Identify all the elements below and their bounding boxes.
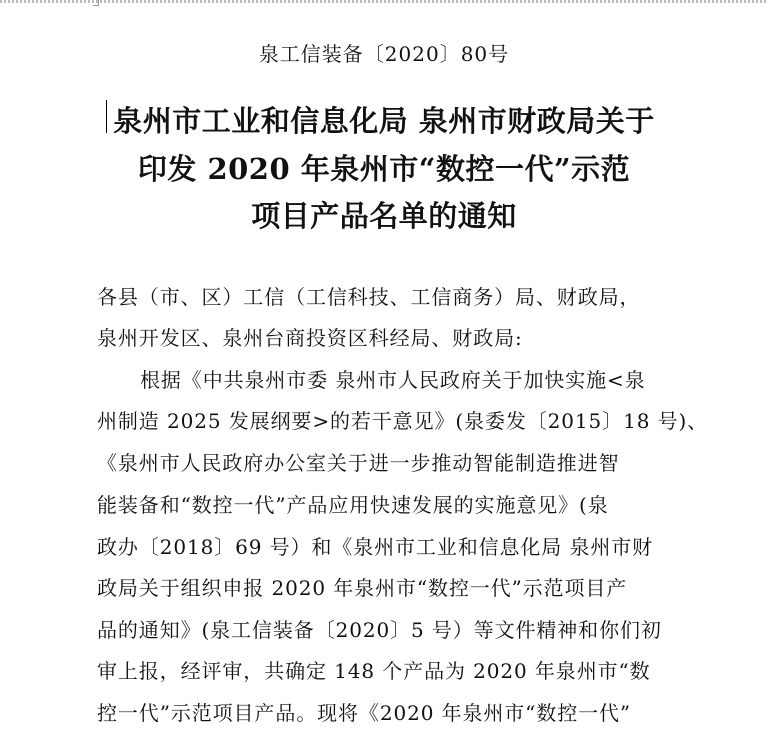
body-line-9: 品的通知》(泉工信装备〔2020〕5 号）等文件精神和你们初 (97, 618, 662, 642)
page-top-border (0, 0, 768, 3)
body-line-2: 泉州开发区、泉州台商投资区科经局、财政局: (97, 326, 523, 350)
body-line-3: 根据《中共泉州市委 泉州市人民政府关于加快实施<泉 (140, 368, 646, 392)
document-title-line-1: 泉州市工业和信息化局 泉州市财政局关于 (113, 104, 655, 138)
body-line-8: 政局关于组织申报 2020 年泉州市“数控一代”示范项目产 (97, 576, 628, 600)
document-number: 泉工信装备〔2020〕80号 (258, 42, 510, 66)
body-line-5: 《泉州市人民政府办公室关于进一步推动智能制造推进智 (97, 451, 620, 475)
page-corner-marker (93, 0, 99, 6)
body-line-10: 审上报，经评审，共确定 148 个产品为 2020 年泉州市“数 (97, 659, 651, 683)
body-line-11: 控一代”示范项目产品。现将《2020 年泉州市“数控一代” (97, 701, 632, 725)
body-line-1: 各县（市、区）工信（工信科技、工信商务）局、财政局， (97, 285, 641, 309)
body-line-7: 政办〔2018〕69 号）和《泉州市工业和信息化局 泉州市财 (97, 535, 654, 559)
body-line-6: 能装备和“数控一代”产品应用快速发展的实施意见》(泉 (97, 493, 609, 517)
document-title-line-3: 项目产品名单的通知 (251, 199, 517, 233)
document-title-line-2: 印发 2020 年泉州市“数控一代”示范 (137, 152, 631, 186)
body-line-4: 州制造 2025 发展纲要>的若干意见》(泉委发〔2015〕18 号)、 (97, 409, 709, 433)
